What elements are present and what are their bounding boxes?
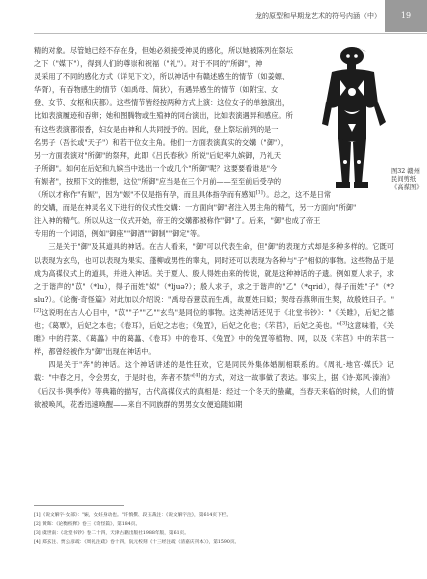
text-line: 名男子（吾长或"天子"）和若干位女主角。他们一方面表演真实的交媾（"御"），	[34, 137, 289, 147]
text-line: 有娠者"，按照下文的推想，这位"所御"应当是在三个月前——至至前后受孕的	[34, 177, 282, 186]
page-header	[0, 0, 427, 34]
paragraph: 四是关于"奔"的神话。这个神话讲述的是性狂欢，它是同民外集体婚制相联系的。《周礼·地官·媒氏》记载："中春之月，令会男女，于是时也，奔者不禁"[4]的方式，对这一故事做了表达。事实上，据《诗·郑风·溱洧》《后汉书·舆季传》等典籍的描写，古代高禖仪式的真相是：经过一个冬天的蛰藏，当春天来临的时候，人们的情欲被唤风，花香迅速唤醒——来自不同族群的男男女女便追随如期	[34, 360, 394, 409]
text-line: 精的对象。尽管她已经不存在身，但她必须接受神灵的感化，所以她被陈列在祭坛	[34, 46, 293, 55]
text-line: 华胥），有吞物感生的情节（如禹母、简狄），有遇异感生的情节（如附宝、女	[34, 85, 279, 95]
text-line: 灵采用了不同的感化方式（详见下文），所以神话中有赣述感生的情节（如姜嫄、	[34, 72, 290, 82]
paragraph: 三是关于"御"及其道具的神话。在古人看来，"御"可以代表生命，但"御"的表现方式却是多种多样的。它既可以表现为玄鸟，也可以表现为果实、蓬柳或男性的睾丸，同时还可以表现为各种与"子"相似的事物。这些物品于是成为高禖仪式上的道具，并进入神话。关于夏人、殷人得姓由来的传说，就是这种神话的子遗。例如夏人求子，求之于谐声的"苡"（*lu），得子而姓"姒"（*ljuə?）；殷人求子，求之于谐声的"乙"（*qrid），得子而姓"子"（*?slu?）。《论衡·奇怪篇》对此加以介绍说："禹母吞薏苡而生禹，故夏姓曰姒；契母吞燕卵而生契，故殷姓曰子。"[2]这说明在古人心目中，"苡""子""乙""玄鸟"是同位的事物。这类神话还见于《北堂书钞》："《关睢》，后妃之德也；《葛覃》，后妃之本也；《卷耳》，后妃之志也；《兔罝》，后妃之化也；《芣苢》，后妃之美也。"[3]这意味着，《关睢》中的荇菜、《葛藟》中的葛藟、《卷耳》中的卷耳、《兔罝》中的兔罝等植物、网，以及《芣苢》中的芣苢一样，都曾经被作为"御"出现在神话中。	[34, 242, 394, 357]
text-line: 专用的一个词语，例如"御座""御酒""御制""御定"等。	[34, 229, 205, 239]
body-text-wrapped	[34, 44, 316, 175]
figure-caption: 图32 赣州民间剪纸《高禖图》	[391, 168, 423, 192]
text-line: 之下（"媒下"），得到人们的尊崇和祝福（"礼"）。对于不同的"所御"，神	[34, 59, 263, 69]
text-line: 另一方面表演对"所御"的祭拜，此即《吕氏春秋》所说"后妃率九嫔御，乃礼天	[34, 150, 282, 160]
papercut-figure	[322, 44, 390, 194]
text-line: 登、女节、女枢和庆都）。这些情节皆经按两种方式上演：这位女子的单独演出，	[34, 98, 290, 108]
footnote: [3] 虞世南：《北堂书钞》卷二十四，天津古籍出版社1988年版，第61页。	[34, 530, 189, 536]
header-rule	[34, 33, 427, 34]
footnote-rule	[34, 505, 124, 506]
text-line: 有这些表演都很香，妇女是由神和人共同授予的。因此，登上祭坛前列的是一	[34, 124, 279, 134]
text-line: 注入神的精气。所以从这一仪式开始，帝王的交媾都被称作"御"了。后来，"御"也成了帝王	[34, 216, 321, 226]
text-line: 的交媾，而是在神灵名义下进行的仪式性交媾：一方面向"御"者注入男主角的精气，另一方面向"所御"	[34, 203, 357, 213]
footnote: [1]《说文解字·女部》："娠，女妊身动也。"许慎撰、段玉裁注：《说文解字注》，第614页下栏。	[34, 513, 232, 518]
text-line: （所以才称作"有娠"，因为"娠"不仅是指有孕，而且具体指孕而有感知[1]）。总之，这不是日常	[34, 189, 332, 200]
footnote: [4] 郑玄注、贾公彦疏：《周礼注疏》卷十四，阮元校刻《十三经注疏（清嘉庆刊本）》，第1590页。	[34, 539, 240, 545]
text-line: 比如表演履迹和吞卵；她和图腾物或生殖神的同台演出，比如表演遇异和感应。所	[34, 111, 293, 121]
footnote: [2] 黄晖：《论衡校释》卷三《奇怪篇》，第184页。	[34, 521, 141, 527]
running-head: 龙的原型和早期龙艺术的符号内涵（中）	[255, 12, 381, 20]
body-text-full	[34, 175, 394, 411]
footnotes	[34, 512, 394, 548]
page-number: 19	[385, 0, 427, 32]
text-line: 子所御"。如何在后妃和九嫔当中选出一个或几个"所御"呢？这要要看谁是"今	[34, 163, 278, 173]
